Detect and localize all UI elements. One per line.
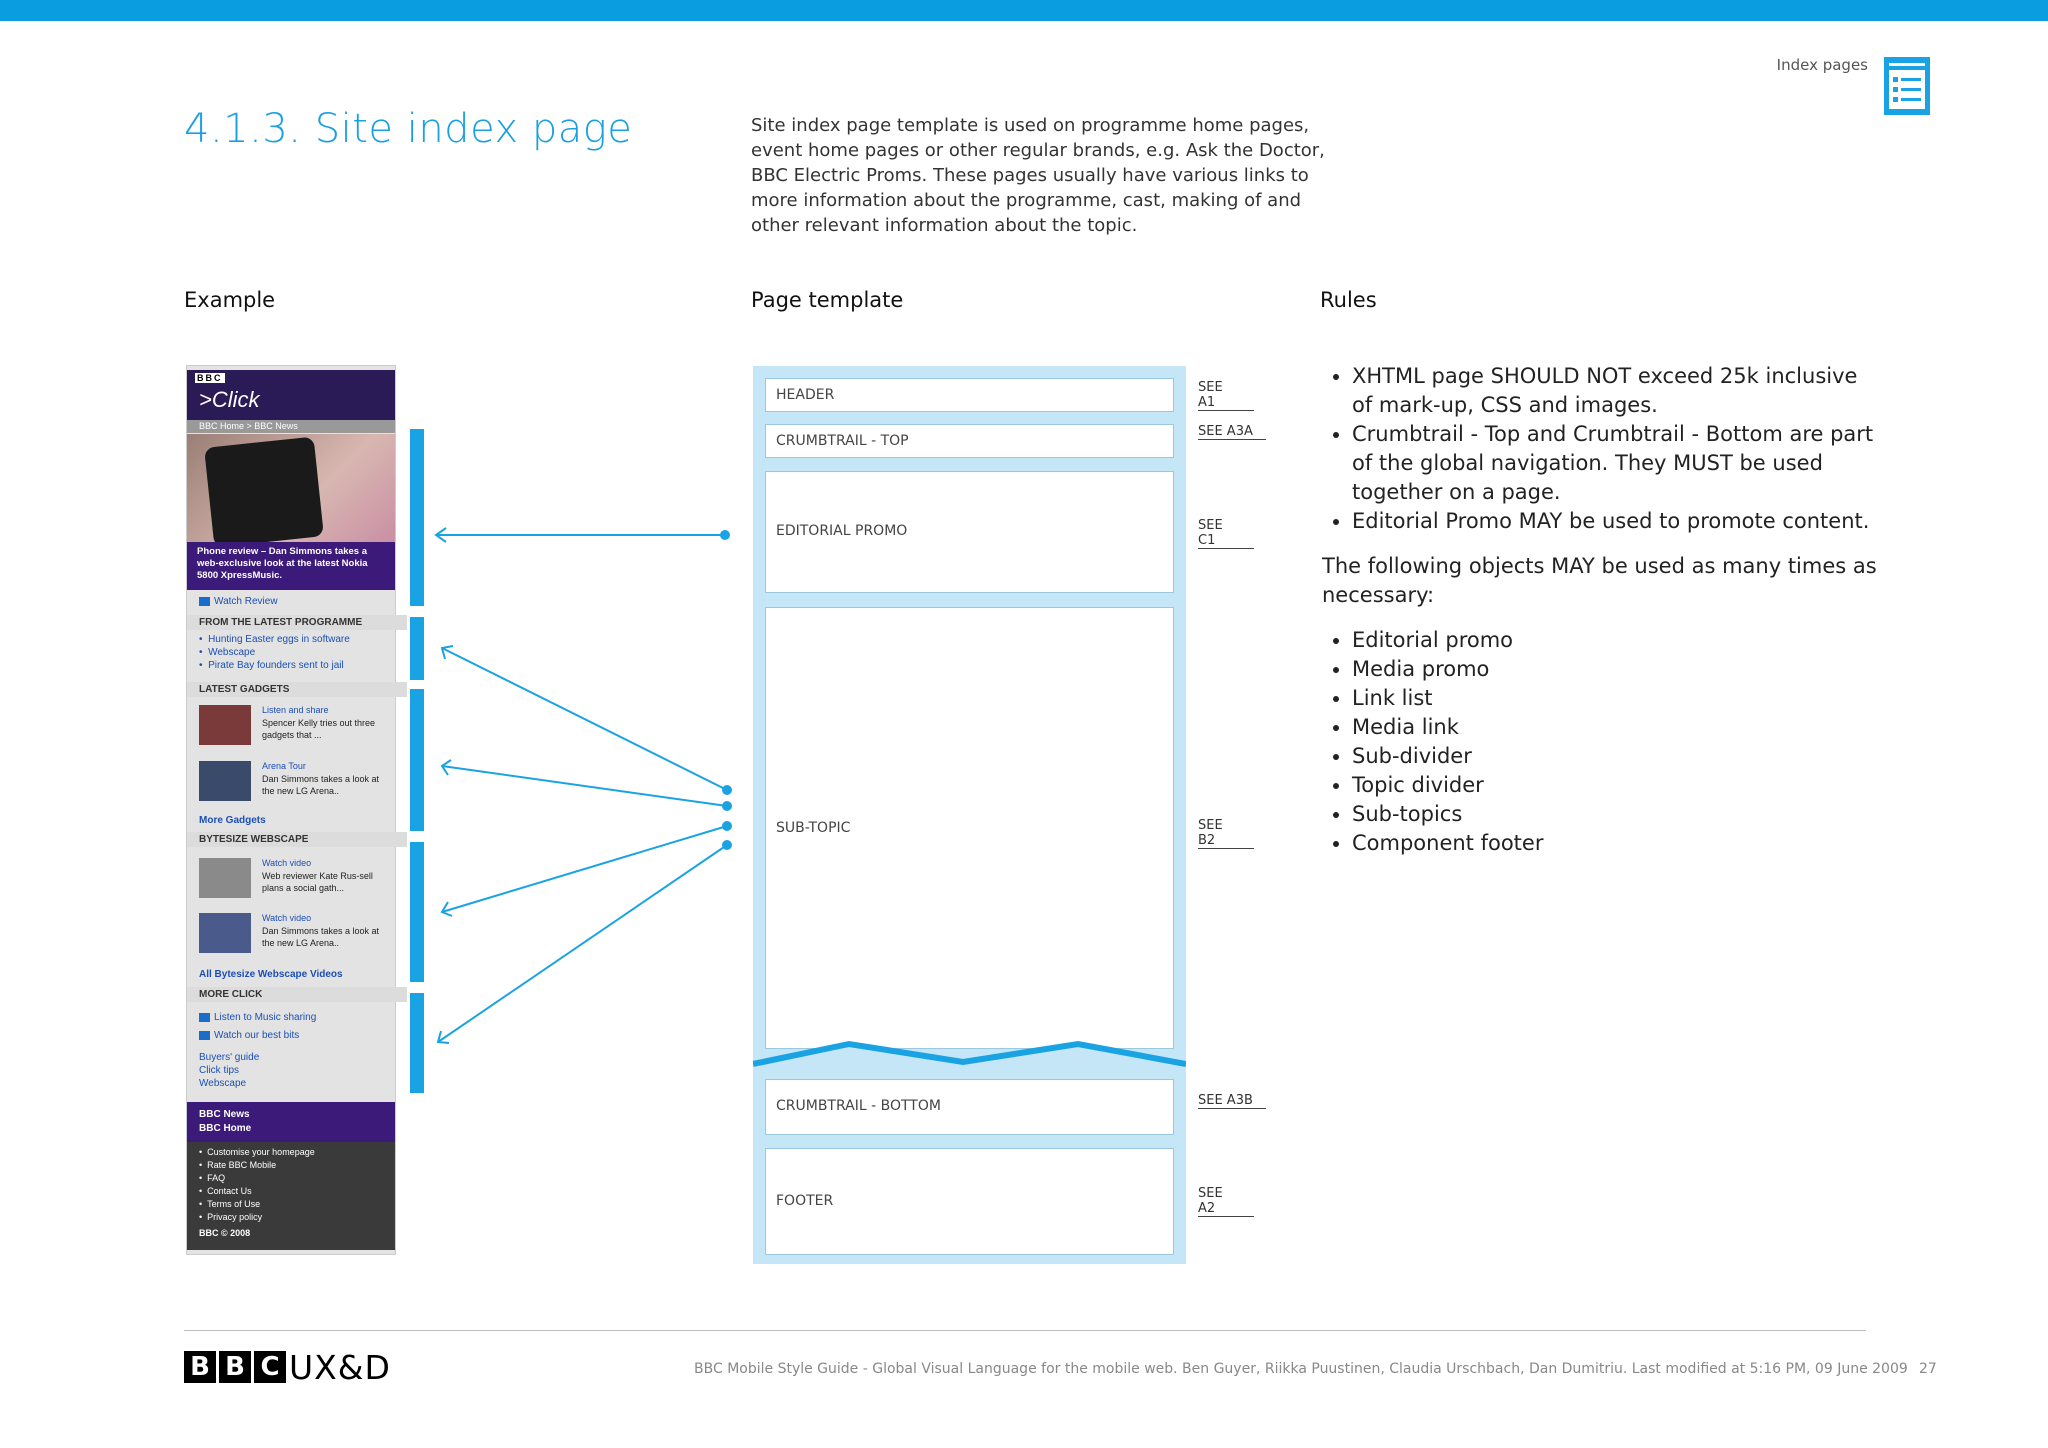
rules-heading: Rules xyxy=(1320,288,1377,312)
more-click-heading: MORE CLICK xyxy=(187,987,407,1002)
bbc-logo: BBC xyxy=(197,373,223,383)
template-sub-topic: SUB-TOPIC xyxy=(765,607,1174,1049)
template-heading: Page template xyxy=(751,288,904,312)
all-bytesize-link[interactable]: All Bytesize Webscape Videos xyxy=(199,969,343,980)
bbc-uxd-logo: B B C UX&D xyxy=(184,1351,391,1384)
rule-item: • Crumbtrail - Top and Crumbtrail - Bottom are part of the global navigation. They MUST be used together on a page. xyxy=(1352,420,1882,507)
rules-list xyxy=(1322,362,1882,536)
video-text: Web reviewer Kate Rus-sell plans a social gath... xyxy=(262,871,373,893)
rule-item: • XHTML page SHOULD NOT exceed 25k inclusive of mark-up, CSS and images. xyxy=(1352,362,1882,420)
more-gadgets-link[interactable]: More Gadgets xyxy=(199,815,266,826)
object-item: • Sub-divider xyxy=(1352,742,1882,771)
phone-breadcrumb: BBC Home > BBC News xyxy=(187,420,395,433)
gadgets-heading: LATEST GADGETS xyxy=(187,682,407,697)
object-item: • Media link xyxy=(1352,713,1882,742)
gadget-tag: Listen and share xyxy=(262,705,329,715)
click-title: >Click xyxy=(199,387,260,412)
page-number: 27 xyxy=(1919,1361,1937,1377)
object-item: • Component footer xyxy=(1352,829,1882,858)
latest-programme-heading: FROM THE LATEST PROGRAMME xyxy=(187,615,407,630)
link-item[interactable]: Listen to Music sharing xyxy=(199,1009,395,1027)
object-item: • Sub-topics xyxy=(1352,800,1882,829)
section-label: Index pages xyxy=(1776,56,1868,74)
object-item: • Link list xyxy=(1352,684,1882,713)
objects-list xyxy=(1322,626,1882,858)
see-ref-b2: SEE B2 xyxy=(1198,818,1254,849)
footer-link[interactable]: BBC News xyxy=(199,1109,250,1120)
footer-link[interactable]: BBC Home xyxy=(199,1123,252,1134)
link-item[interactable]: • Webscape xyxy=(199,647,256,658)
intro-paragraph: Site index page template is used on programme home pages, event home pages or other regular brands, e.g. Ask the Doctor, BBC Electric Proms. These pages usually have various links to more information about the programme, cast, making of and other relevant information about the topic. xyxy=(751,115,1325,236)
footer-credit: BBC Mobile Style Guide - Global Visual Language for the mobile web. Ben Guyer, Riikka Puustinen, Claudia Urschbach, Dan Dumitriu. Last modified at 5:16 PM, 09 June 2009 xyxy=(694,1361,1908,1377)
continuation-break xyxy=(753,1038,1186,1078)
object-item: • Topic divider xyxy=(1352,771,1882,800)
template-crumbtrail-top: CRUMBTRAIL - TOP xyxy=(765,424,1174,458)
template-footer: FOOTER xyxy=(765,1148,1174,1255)
object-item: • Editorial promo xyxy=(1352,626,1882,655)
bytesize-heading: BYTESIZE WEBSCAPE xyxy=(187,832,407,847)
footer-link[interactable]: • Customise your homepage xyxy=(199,1147,315,1157)
see-ref-c1: SEE C1 xyxy=(1198,518,1254,549)
gadget-text: Dan Simmons takes a look at the new LG Arena.. xyxy=(262,774,380,796)
page-title: 4.1.3. Site index page xyxy=(184,106,633,152)
copyright: BBC © 2008 xyxy=(199,1228,251,1238)
see-ref-a2: SEE A2 xyxy=(1198,1186,1254,1217)
see-ref-a3b: SEE A3B xyxy=(1198,1093,1266,1109)
footer-link[interactable]: • Rate BBC Mobile xyxy=(199,1160,277,1170)
video-tag: Watch video xyxy=(262,913,312,923)
example-heading: Example xyxy=(184,288,276,312)
rules-paragraph: The following objects MAY be used as many times as necessary: xyxy=(1322,554,1877,607)
template-editorial-promo: EDITORIAL PROMO xyxy=(765,471,1174,593)
see-ref-a3a: SEE A3A xyxy=(1198,424,1266,440)
link-item[interactable]: Webscape xyxy=(199,1078,247,1089)
template-crumbtrail-bottom: CRUMBTRAIL - BOTTOM xyxy=(765,1079,1174,1135)
link-item[interactable]: Watch our best bits xyxy=(199,1027,395,1045)
page-template-diagram xyxy=(753,366,1186,1264)
see-ref-a1: SEE A1 xyxy=(1198,380,1254,411)
gadget-text: Spencer Kelly tries out three gadgets that ... xyxy=(262,718,376,740)
link-item[interactable]: • Hunting Easter eggs in software xyxy=(199,634,350,645)
link-item[interactable]: Buyers' guide xyxy=(199,1052,260,1063)
footer-link[interactable]: • Terms of Use xyxy=(199,1199,261,1209)
object-item: • Media promo xyxy=(1352,655,1882,684)
video-text: Dan Simmons takes a look at the new LG Arena.. xyxy=(262,926,380,948)
link-item[interactable]: • Pirate Bay founders sent to jail xyxy=(199,660,344,671)
hero-caption: Phone review – Dan Simmons takes a web-exclusive look at the latest Nokia 5800 XpressMusic. xyxy=(187,542,395,590)
footer-link[interactable]: • Contact Us xyxy=(199,1186,252,1196)
link-item[interactable]: Click tips xyxy=(199,1065,240,1076)
template-header: HEADER xyxy=(765,378,1174,412)
video-tag: Watch video xyxy=(262,858,312,868)
rule-item: • Editorial Promo MAY be used to promote content. xyxy=(1352,507,1882,536)
footer-link[interactable]: • FAQ xyxy=(199,1173,226,1183)
footer-link[interactable]: • Privacy policy xyxy=(199,1212,263,1222)
footer-divider xyxy=(184,1330,1866,1331)
rules-text xyxy=(1322,362,1882,858)
watch-review-link[interactable]: Watch Review xyxy=(187,596,395,610)
gadget-tag: Arena Tour xyxy=(262,761,306,771)
